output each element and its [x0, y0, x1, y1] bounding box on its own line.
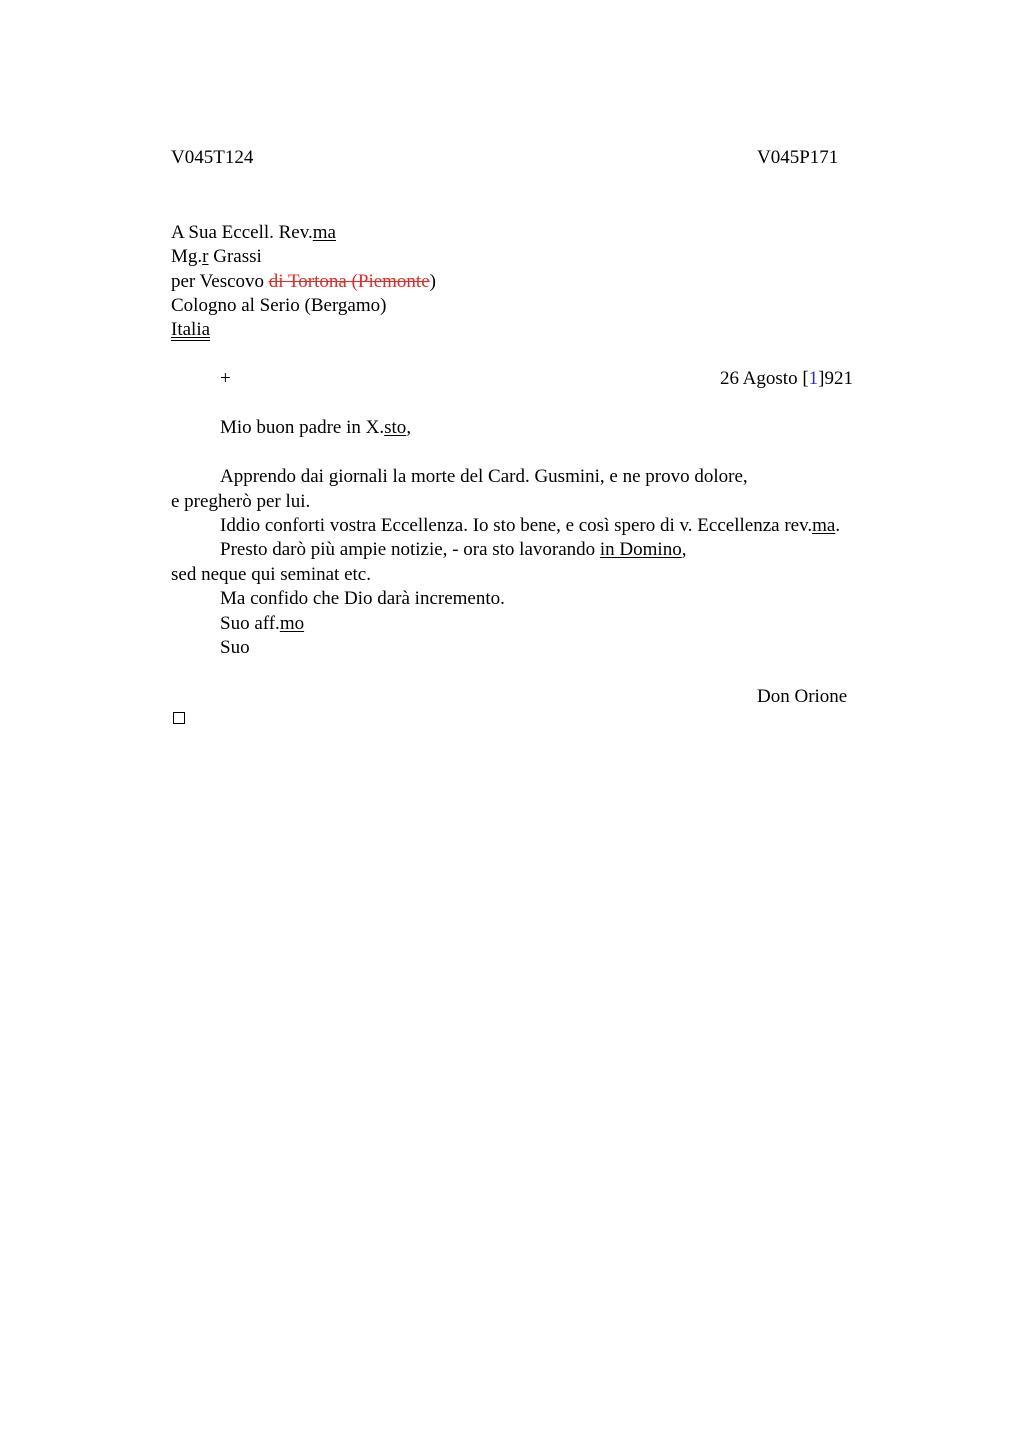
cross-mark: + — [220, 368, 231, 389]
date-year: ]921 — [818, 368, 853, 389]
address-line-2 — [171, 245, 262, 269]
address-line-2-abbrev: r — [202, 246, 209, 267]
address-line-4: Cologno al Serio (Bergamo) — [171, 295, 387, 316]
body-comma: , — [681, 539, 687, 560]
archive-code-right: V045P171 — [757, 147, 839, 168]
struck-text: di Tortona (Piemonte — [268, 271, 430, 292]
address-line-1 — [171, 221, 336, 245]
closing-text: Suo aff. — [220, 613, 280, 634]
address-line-2-name: Grassi — [208, 246, 262, 267]
closing-abbrev: mo — [279, 613, 305, 634]
signature: Don Orione — [757, 686, 848, 707]
checkbox-square-icon — [173, 712, 185, 724]
body-line: e pregherò per lui. — [171, 491, 311, 512]
salutation-comma: , — [406, 417, 412, 438]
body-text: Iddio conforti vostra Eccellenza. Io sto bene, e così spero di v. Eccellenza rev. — [220, 515, 813, 536]
closing-line: Suo — [220, 637, 250, 658]
address-line-3 — [171, 270, 436, 294]
address-line-2-text: Mg. — [171, 246, 203, 267]
salutation-abbrev: sto — [384, 417, 407, 438]
body-line: Ma confido che Dio darà incremento. — [220, 588, 505, 609]
date-text: 26 Agosto [ — [719, 368, 809, 389]
body-line: sed neque qui seminat etc. — [171, 564, 371, 585]
body-line: Apprendo dai giornali la morte del Card. Gusmini, e ne provo dolore, — [220, 466, 748, 487]
closing-line — [220, 612, 304, 636]
body-line — [220, 514, 840, 538]
body-abbrev: ma — [812, 515, 836, 536]
salutation-text: Mio buon padre in X. — [220, 417, 385, 438]
body-text: Presto darò più ampie notizie, - ora sto lavorando — [220, 539, 600, 560]
body-line — [220, 538, 686, 562]
underlined-phrase: in Domino — [599, 539, 682, 560]
address-line-1-text: A Sua Eccell. Rev. — [171, 222, 313, 243]
letter-date — [720, 367, 853, 391]
address-line-3-close: ) — [429, 271, 436, 292]
address-line-5: Italia — [171, 319, 211, 340]
body-period: . — [835, 515, 841, 536]
address-line-1-abbrev: ma — [312, 222, 336, 243]
date-editorial-insert: 1 — [808, 368, 819, 389]
address-line-3-text: per Vescovo — [171, 271, 269, 292]
salutation — [220, 416, 411, 440]
archive-code-left: V045T124 — [171, 147, 254, 168]
